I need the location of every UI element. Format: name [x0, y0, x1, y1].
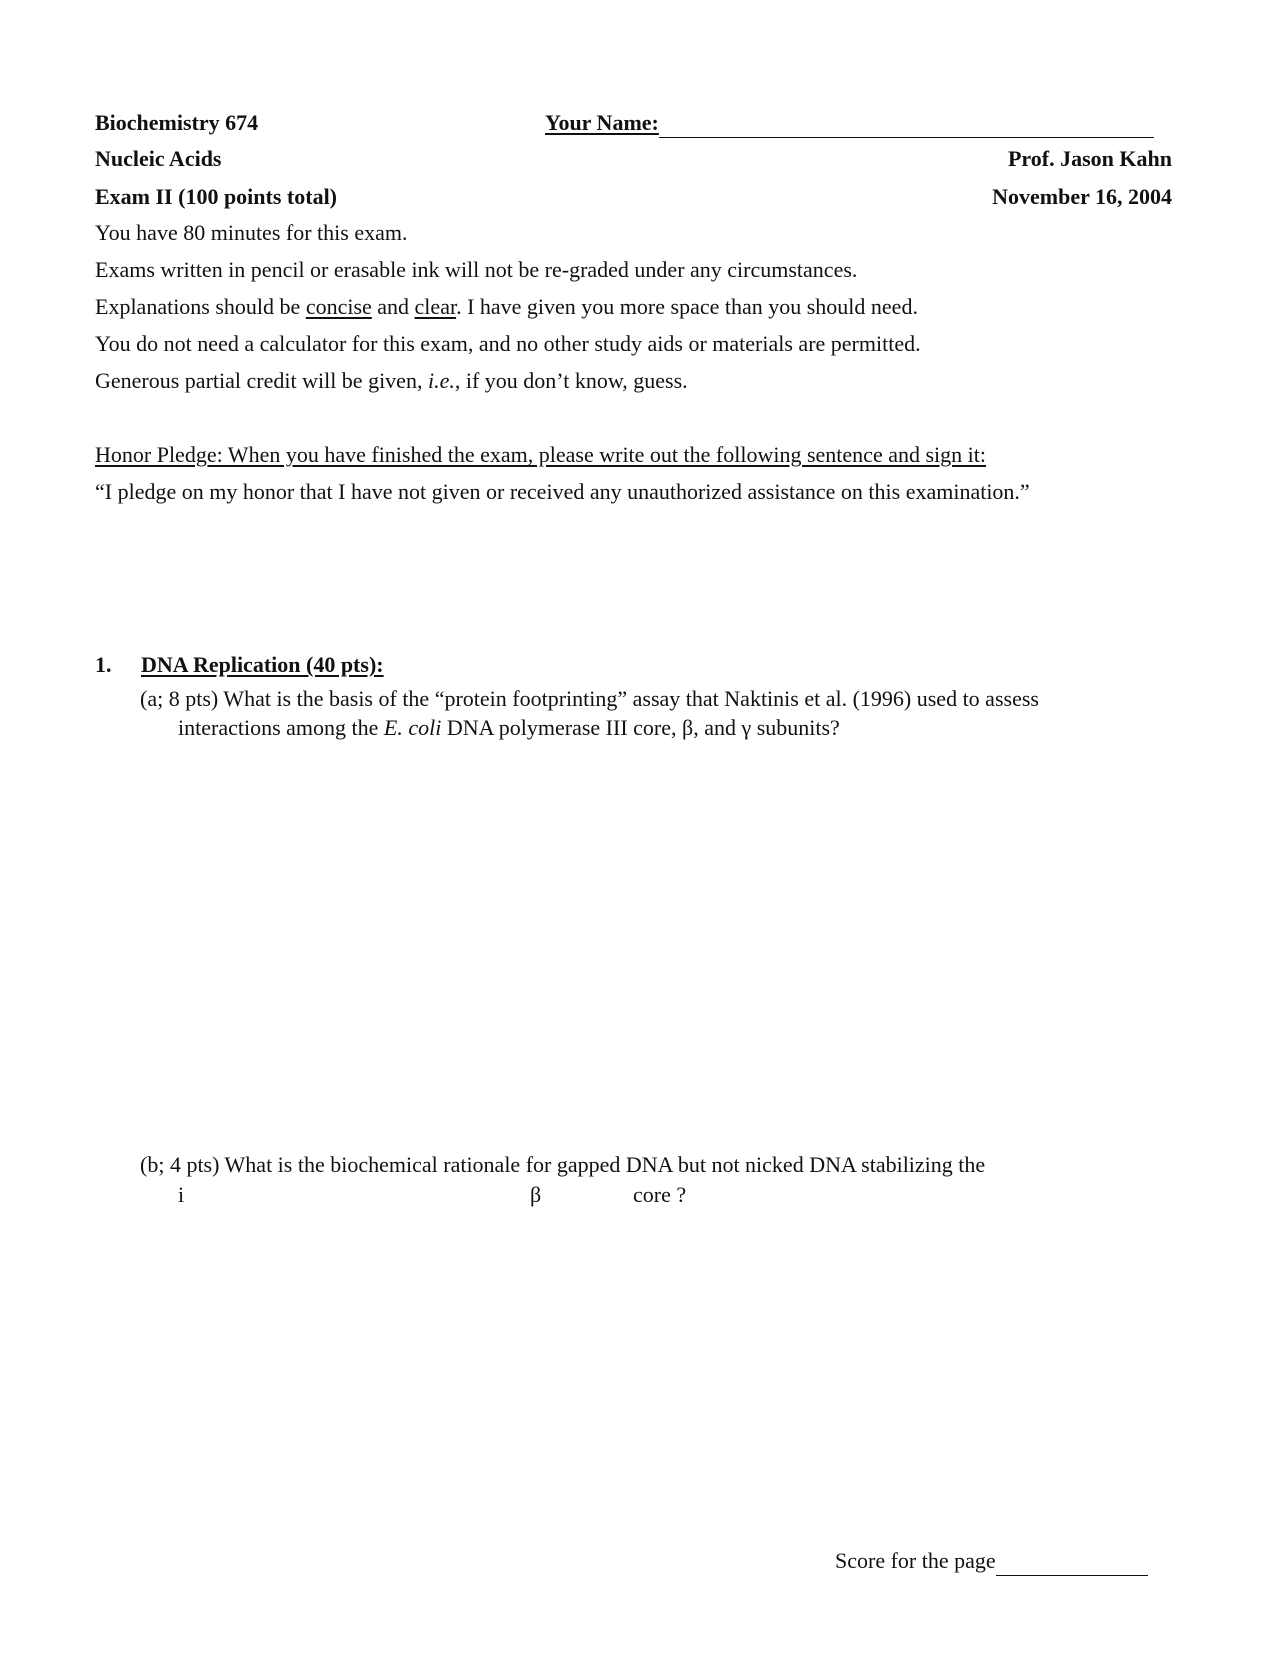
- course-title: Biochemistry 674: [95, 110, 259, 135]
- instruction-time: You have 80 minutes for this exam.: [95, 220, 408, 245]
- honor-pledge-text: “I pledge on my honor that I have not given or received any unauthorized assistance on this examination.”: [95, 479, 1030, 504]
- question-1-heading: [95, 650, 384, 680]
- exam-date: November 16, 2004: [992, 184, 1172, 209]
- explain-clear: clear: [414, 294, 457, 319]
- your-name-label: Your Name:: [545, 110, 659, 135]
- q1a-line2-pre: interactions among the: [178, 715, 384, 740]
- q1a-line2-italic: E. coli: [383, 715, 442, 740]
- explain-pre: Explanations should be: [95, 294, 306, 319]
- instruction-calculator: You do not need a calculator for this exam, and no other study aids or materials are permitted.: [95, 331, 921, 356]
- exam-title: Exam II (100 points total): [95, 184, 338, 209]
- explain-post: . I have given you more space than you should need.: [456, 294, 918, 319]
- question-1b-fragment-2: β: [530, 1182, 542, 1207]
- credit-post: , if you don’t know, guess.: [454, 368, 688, 393]
- your-name-field[interactable]: [545, 108, 1154, 138]
- page-score-field[interactable]: [835, 1546, 1148, 1576]
- instruction-credit: [95, 366, 688, 396]
- your-name-line[interactable]: [659, 115, 1154, 138]
- subject-title: Nucleic Acids: [95, 146, 222, 171]
- explain-and: and: [371, 294, 415, 319]
- question-1-number: 1.: [95, 652, 112, 677]
- instruction-pencil: Exams written in pencil or erasable ink will not be re-graded under any circumstances.: [95, 257, 858, 282]
- question-1-title: DNA Replication (40 pts):: [141, 652, 384, 677]
- question-1b-fragment-3: core ?: [633, 1182, 687, 1207]
- question-1b-line1: (b; 4 pts) What is the biochemical rationale for gapped DNA but not nicked DNA stabilizing the: [140, 1152, 986, 1177]
- q1a-line2-post: DNA polymerase III core, β, and γ subunits?: [441, 715, 840, 740]
- question-1a-line2: [178, 713, 840, 743]
- score-line[interactable]: [996, 1553, 1148, 1576]
- score-label: Score for the page: [835, 1548, 996, 1573]
- professor-name: Prof. Jason Kahn: [1007, 146, 1172, 171]
- explain-concise: concise: [305, 294, 372, 319]
- instruction-explanations: [95, 292, 918, 322]
- credit-ie: i.e.: [427, 368, 455, 393]
- question-1b-fragment-1: i: [178, 1182, 185, 1207]
- honor-pledge-heading: Honor Pledge: When you have finished the exam, please write out the following sentence and sign it:: [95, 442, 986, 467]
- question-1a-line1: (a; 8 pts) What is the basis of the “protein footprinting” assay that Naktinis et al. (1996) used to assess: [140, 686, 1039, 711]
- credit-pre: Generous partial credit will be given,: [95, 368, 428, 393]
